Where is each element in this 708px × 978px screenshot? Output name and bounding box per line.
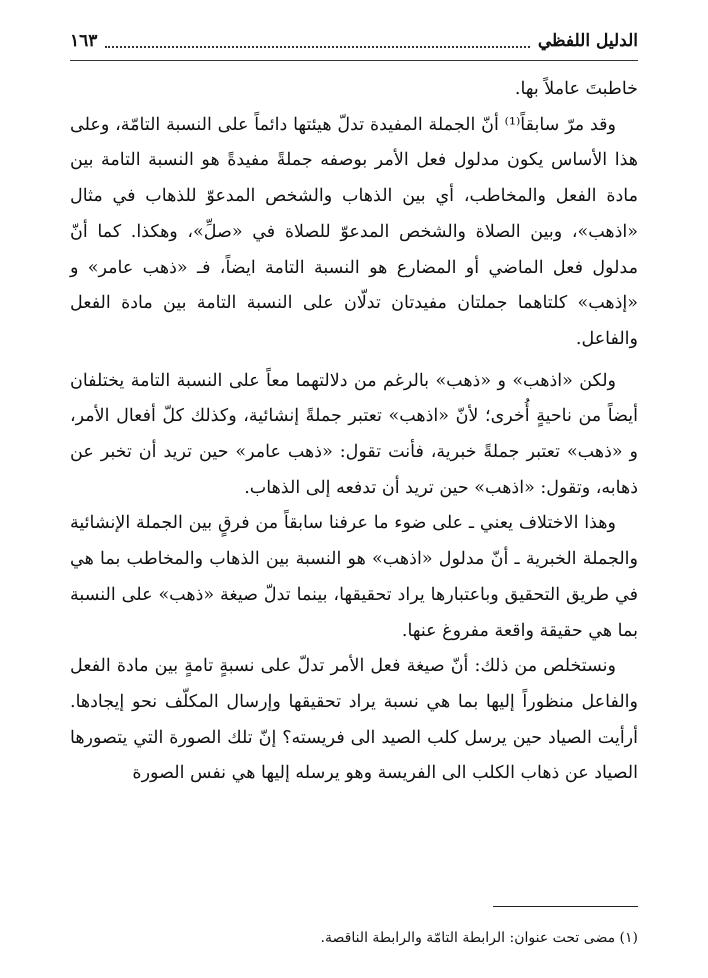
page-number: ١٦٣	[70, 31, 98, 51]
header-rule	[70, 60, 638, 61]
header-title: الدليل اللفظي	[537, 31, 638, 51]
footnote: (١) مضى تحت عنوان: الرابطة التامّة والرابطة الناقصة.	[320, 930, 638, 946]
footnote-rule	[493, 906, 638, 907]
paragraph-1: خاطبتَ عاملاً بها.	[514, 79, 638, 99]
body-text	[70, 72, 638, 792]
paragraph-3: ولكن «اذهب» و «ذهب» بالرغم من دلالتهما معاً على النسبة التامة يختلفان أيضاً من ناحيةٍ أُخرى؛ لأنّ «اذهب» تعتبر جملةً إنشائية، وكذلك كلّ أفعال الأمر، و «ذهب» تعتبر جملةً خبرية، فأنت تقول: «ذهب عامر» حين تريد أن تخبر عن ذهابه، وتقول: «اذهب» حين تريد أن تدفعه إلى الذهاب.	[70, 370, 638, 498]
running-header	[70, 26, 638, 56]
header-dot-leader	[105, 34, 529, 48]
paragraph-5: ونستخلص من ذلك: أنّ صيغة فعل الأمر تدلّ على نسبةٍ تامةٍ بين مادة الفعل والفاعل منظوراً إليها بما هي نسبة يراد تحقيقها وإرسال المكلّف نحو إيجادها. أرأيت الصياد حين يرسل كلب الصيد الى فريسته؟ إنّ تلك الصورة التي يتصورها الصياد عن ذهاب الكلب الى الفريسة وهو يرسله إليها هي نفس الصورة	[70, 656, 638, 784]
paragraph-4: وهذا الاختلاف يعني ـ على ضوء ما عرفنا سابقاً من فرقٍ بين الجملة الإنشائية والجملة الخبرية ـ أنّ مدلول «اذهب» هو النسبة بين الذهاب والمخاطب بما هي في طريق التحقيق وباعتبارها يراد تحقيقها، بينما تدلّ صيغة «ذهب» على النسبة بما هي حقيقة واقعة مفروغ عنها.	[70, 513, 638, 641]
paragraph-2: وقد مرّ سابقاً⁽¹⁾ أنّ الجملة المفيدة تدلّ هيئتها دائماً على النسبة التامّة، وعلى هذا الأساس يكون مدلول فعل الأمر بوصفه جملةً مفيدةً هو النسبة التامة بين مادة الفعل والمخاطب، أي بين الذهاب والشخص المدعوّ للذهاب في مثال «اذهب»، وبين الصلاة والشخص المدعوّ للصلاة في «صلِّ»، وهكذا. كما أنّ مدلول فعل الماضي أو المضارع هو النسبة التامة ايضاً، فـ «ذهب عامر» و «إذهب» كلتاهما جملتان مفيدتان تدلّان على النسبة التامة بين مادة الفعل والفاعل.	[70, 114, 638, 349]
